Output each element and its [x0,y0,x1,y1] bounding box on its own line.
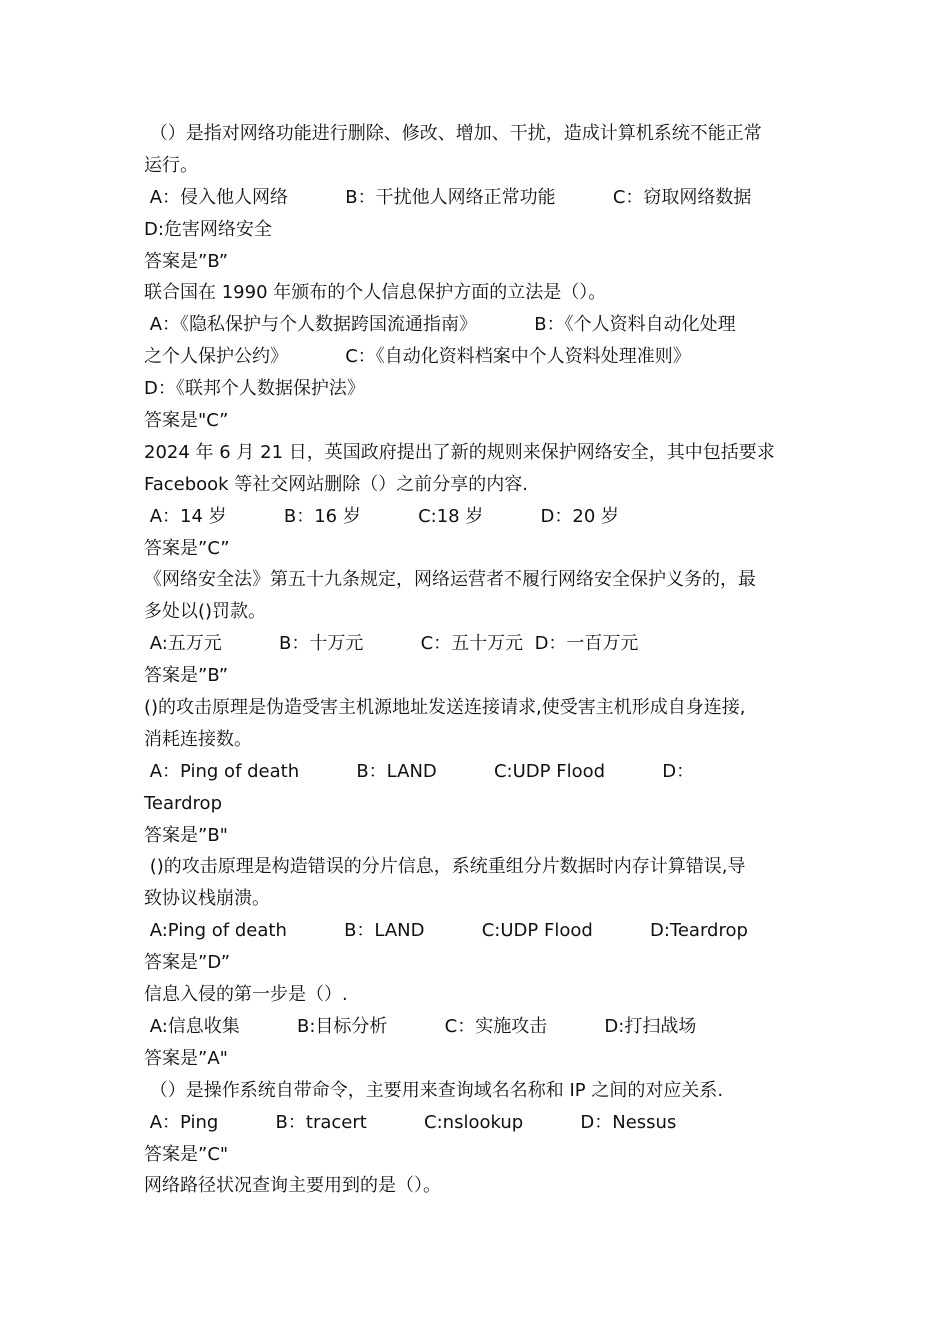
text-line: （）是指对网络功能进行删除、修改、增加、干扰，造成计算机系统不能正常 [144,123,762,144]
text-line: 联合国在 1990 年颁布的个人信息保护方面的立法是（）。 [144,282,607,304]
text-line: A：14 岁 B：16 岁 C:18 岁 D：20 岁 [144,505,620,527]
text-line: A:信息收集 B:目标分析 C：实施攻击 D:打扫战场 [144,1015,697,1037]
answer-line: 答案是”B” [144,665,229,687]
text-line: 信息入侵的第一步是（）. [144,984,348,1006]
text-line: Facebook 等社交网站删除（）之前分享的内容. [144,473,529,495]
text-line: 多处以()罚款。 [144,601,267,623]
text-line: A:Ping of death B：LAND C:UDP Flood D:Teardrop [144,920,748,942]
answer-line: 答案是"C” [144,410,229,432]
answer-line: 答案是”D” [144,952,231,974]
answer-line: 答案是”C” [144,537,230,559]
answer-line: 答案是”A" [144,1047,228,1069]
text-line: Teardrop [144,792,222,814]
text-line: D：《联邦个人数据保护法》 [144,378,365,400]
text-line: ()的攻击原理是伪造受害主机源地址发送连接请求,使受害主机形成自身连接, [144,697,746,719]
answer-line: 答案是”B" [144,824,228,846]
text-line: A:五万元 B：十万元 C：五十万元 D：一百万元 [144,633,639,655]
text-line: 运行。 [144,154,198,176]
text-line: D:危害网络安全 [144,218,272,240]
text-line: 2024 年 6 月 21 日，英国政府提出了新的规则来保护网络安全，其中包括要求 [144,441,775,463]
document-body [144,118,808,1202]
text-line: ()的攻击原理是构造错误的分片信息，系统重组分片数据时内存计算错误,导 [144,856,746,878]
text-line: 消耗连接数。 [144,728,252,750]
text-line: A：《隐私保护与个人数据跨国流通指南》 B：《个人资料自动化处理 [144,314,736,336]
text-line: （）是操作系统自带命令，主要用来查询域名名称和 IP 之间的对应关系. [144,1079,724,1101]
answer-line: 答案是”B” [144,250,229,272]
text-line: 网络路径状况查询主要用到的是（）。 [144,1175,441,1197]
text-line: 之个人保护公约》 C：《自动化资料档案中个人资料处理准则》 [144,346,691,368]
text-line: A：Ping B：tracert C:nslookup D：Nessus [144,1111,677,1133]
text-line: 《网络安全法》第五十九条规定，网络运营者不履行网络安全保护义务的，最 [144,569,756,591]
answer-line: 答案是”C" [144,1143,229,1165]
text-line: A：侵入他人网络 B：干扰他人网络正常功能 C：窃取网络数据 [144,186,752,208]
text-line: 致协议栈崩溃。 [144,888,270,910]
text-line: A：Ping of death B：LAND C:UDP Flood D： [144,760,695,782]
